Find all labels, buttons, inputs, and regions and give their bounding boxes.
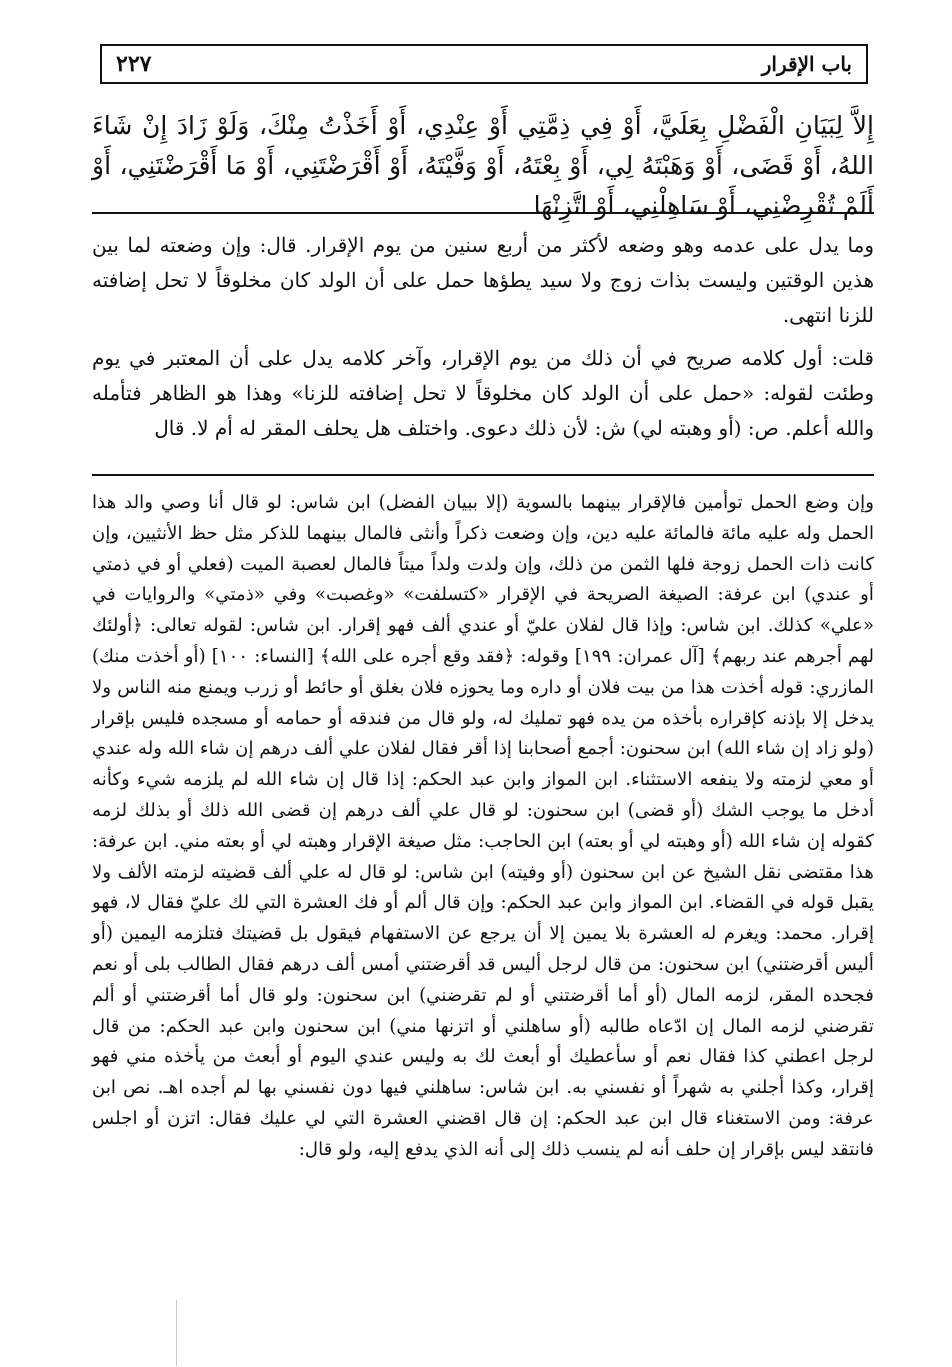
footnotes-block: وإن وضع الحمل توأمين فالإقرار بينهما بالسوية (إلا ببيان الفضل) ابن شاس: لو قال أنا وصي والد هذا الحمل وله عليه مائة فالمائة عليه دين، وإن وضعت ذكراً وأنثى فالمال بينهما للذكر مثل حظ الأنثيين، وإن كانت ذات الحمل زوجة فلها الثمن من ذلك، وإن ولدت ولداً ميتاً فالمال لعصبة الميت (فعلي أو في ذمتي أو عندي) ابن عرفة: الصيغة الصريحة في الإقرار «كتسلفت» «وغصبت» وفي «ذمتي» والروايات في «علي» كذلك. ابن شاس: وإذا قال لفلان عليّ أو عندي ألف فهو إقرار. ابن شاس: لقوله تعالى: ﴿أولئك لهم أجرهم عند ربهم﴾ [آل عمران: ١٩٩] وقوله: ﴿فقد وقع أجره على الله﴾ [النساء: ١٠٠] (أو أخذت منك) المازري: قوله أخذت هذا من بيت فلان أو داره وما يحوزه فلان بغلق أو حائط أو زرب ويمنع منه الناس ولا يدخل إلا بإذنه كإقراره بأخذه من يده فهو تمليك له، ولو قال من فندقه أو حمامه أو مسجده فليس بإقرار (ولو زاد إن شاء الله) ابن سحنون: أجمع أصحابنا إذا أقر فقال لفلان علي ألف درهم إن شاء الله وله عندي أو معي لزمته ولا ينفعه الاستثناء. ابن المواز وابن عبد الحكم: إذا قال إن شاء الله لم يلزمه شيء وكأنه أدخل ما يوجب الشك (أو قضى) ابن سحنون: لو قال علي ألف درهم إن قضى الله ذلك أو بذلك لزمه كقوله إن شاء الله (أو وهبته لي أو بعته) ابن الحاجب: مثل صيغة الإقرار وهبته لي أو بعته مني. ابن عرفة: هذا مقتضى نقل الشيخ عن ابن سحنون (أو وفيته) ابن شاس: لو قال له علي ألف قضيته لزمته الألف ولا يقبل قوله في القضاء. ابن المواز وابن عبد الحكم: وإن قال ألم أو فك العشرة التي لك عليّ فقال لا، فهو إقرار. محمد: ويغرم له العشرة بلا يمين إلا أن يرجع عن الاستفهام فيقول بل قضيتك فتلزمه اليمين (أو أليس أقرضتني) ابن سحنون: من قال لرجل أليس قد أقرضتني أمس ألف درهم فقال الطالب بلى أو نعم فجحده المقر، لزمه المال (أو أما أقرضتني أو لم تقرضني) ابن سحنون: ولو قال أما أقرضتني أو ألم تقرضني لزمه المال إن ادّعاه طالبه (أو ساهلني أو اتزنها مني) ابن سحنون وابن عبد الحكم: من قال لرجل اعطني كذا فقال نعم أو سأعطيك أو أبعث لك به وليس عندي اليوم أو أبعث من يأخذه مني فهو إقرار، وكذا أجلني به شهراً أو نفسني به. ابن شاس: ساهلني فيها دون نفسني بها لم أجده اهـ. نص ابن عرفة: ومن الاستغناء قال ابن عبد الحكم: إن قال اقضني العشرة التي لي عليك فقال: اتزن أو اجلس فانتقد ليس بإقرار إن حلف أنه لم ينسب ذلك إلى أنه الذي يدفع إليه، ولو قال: [92, 492, 874, 1160]
section-divider-bottom [92, 474, 874, 476]
page-header [100, 44, 868, 84]
section-divider-top [92, 212, 874, 214]
page-number: ٢٢٧ [116, 51, 152, 77]
commentary-block [92, 228, 874, 446]
page-fold-line [176, 1300, 177, 1366]
commentary-paragraph: قلت: أول كلامه صريح في أن ذلك من يوم الإقرار، وآخر كلامه يدل على أن المعتبر في يوم وطئت لقوله: «حمل على أن الولد كان مخلوقاً لا تحل إضافته للزنا» وهذا هو الظاهر فتأمله والله أعلم. ص: (أو وهبته لي) ش: لأن ذلك دعوى. واختلف هل يحلف المقر له أم لا. قال [92, 346, 874, 440]
matn-text: إِلاَّ لِبَيَانِ الْفَضْلِ بِعَلَيَّ، أَوْ فِي ذِمَّتِي أَوْ عِنْدِي، أَوْ أَخَذْتُ مِنْكَ، وَلَوْ زَادَ إِنْ شَاءَ اللهُ، أَوْ قَضَى، أَوْ وَهَبْتَهُ لِي، أَوْ بِعْتَهُ، أَوْ وَفَّيْتَهُ، أَوْ أَقْرَضْتَنِي، أَوْ مَا أَقْرَضْتَنِي، أَوْ أَلَمْ تُقْرِضْنِي، أَوْ سَاهِلْنِي، أَوْ اتَّزِنْهَا [92, 111, 874, 220]
chapter-title: باب الإقرار [761, 52, 852, 76]
commentary-paragraph: وما يدل على عدمه وهو وضعه لأكثر من أربع سنين من يوم الإقرار. قال: وإن وضعته لما بين هذين الوقتين وليست بذات زوج ولا سيد يطؤها حمل على أن الولد كان مخلوقاً لا تحل إضافته للزنا انتهى. [92, 233, 874, 327]
